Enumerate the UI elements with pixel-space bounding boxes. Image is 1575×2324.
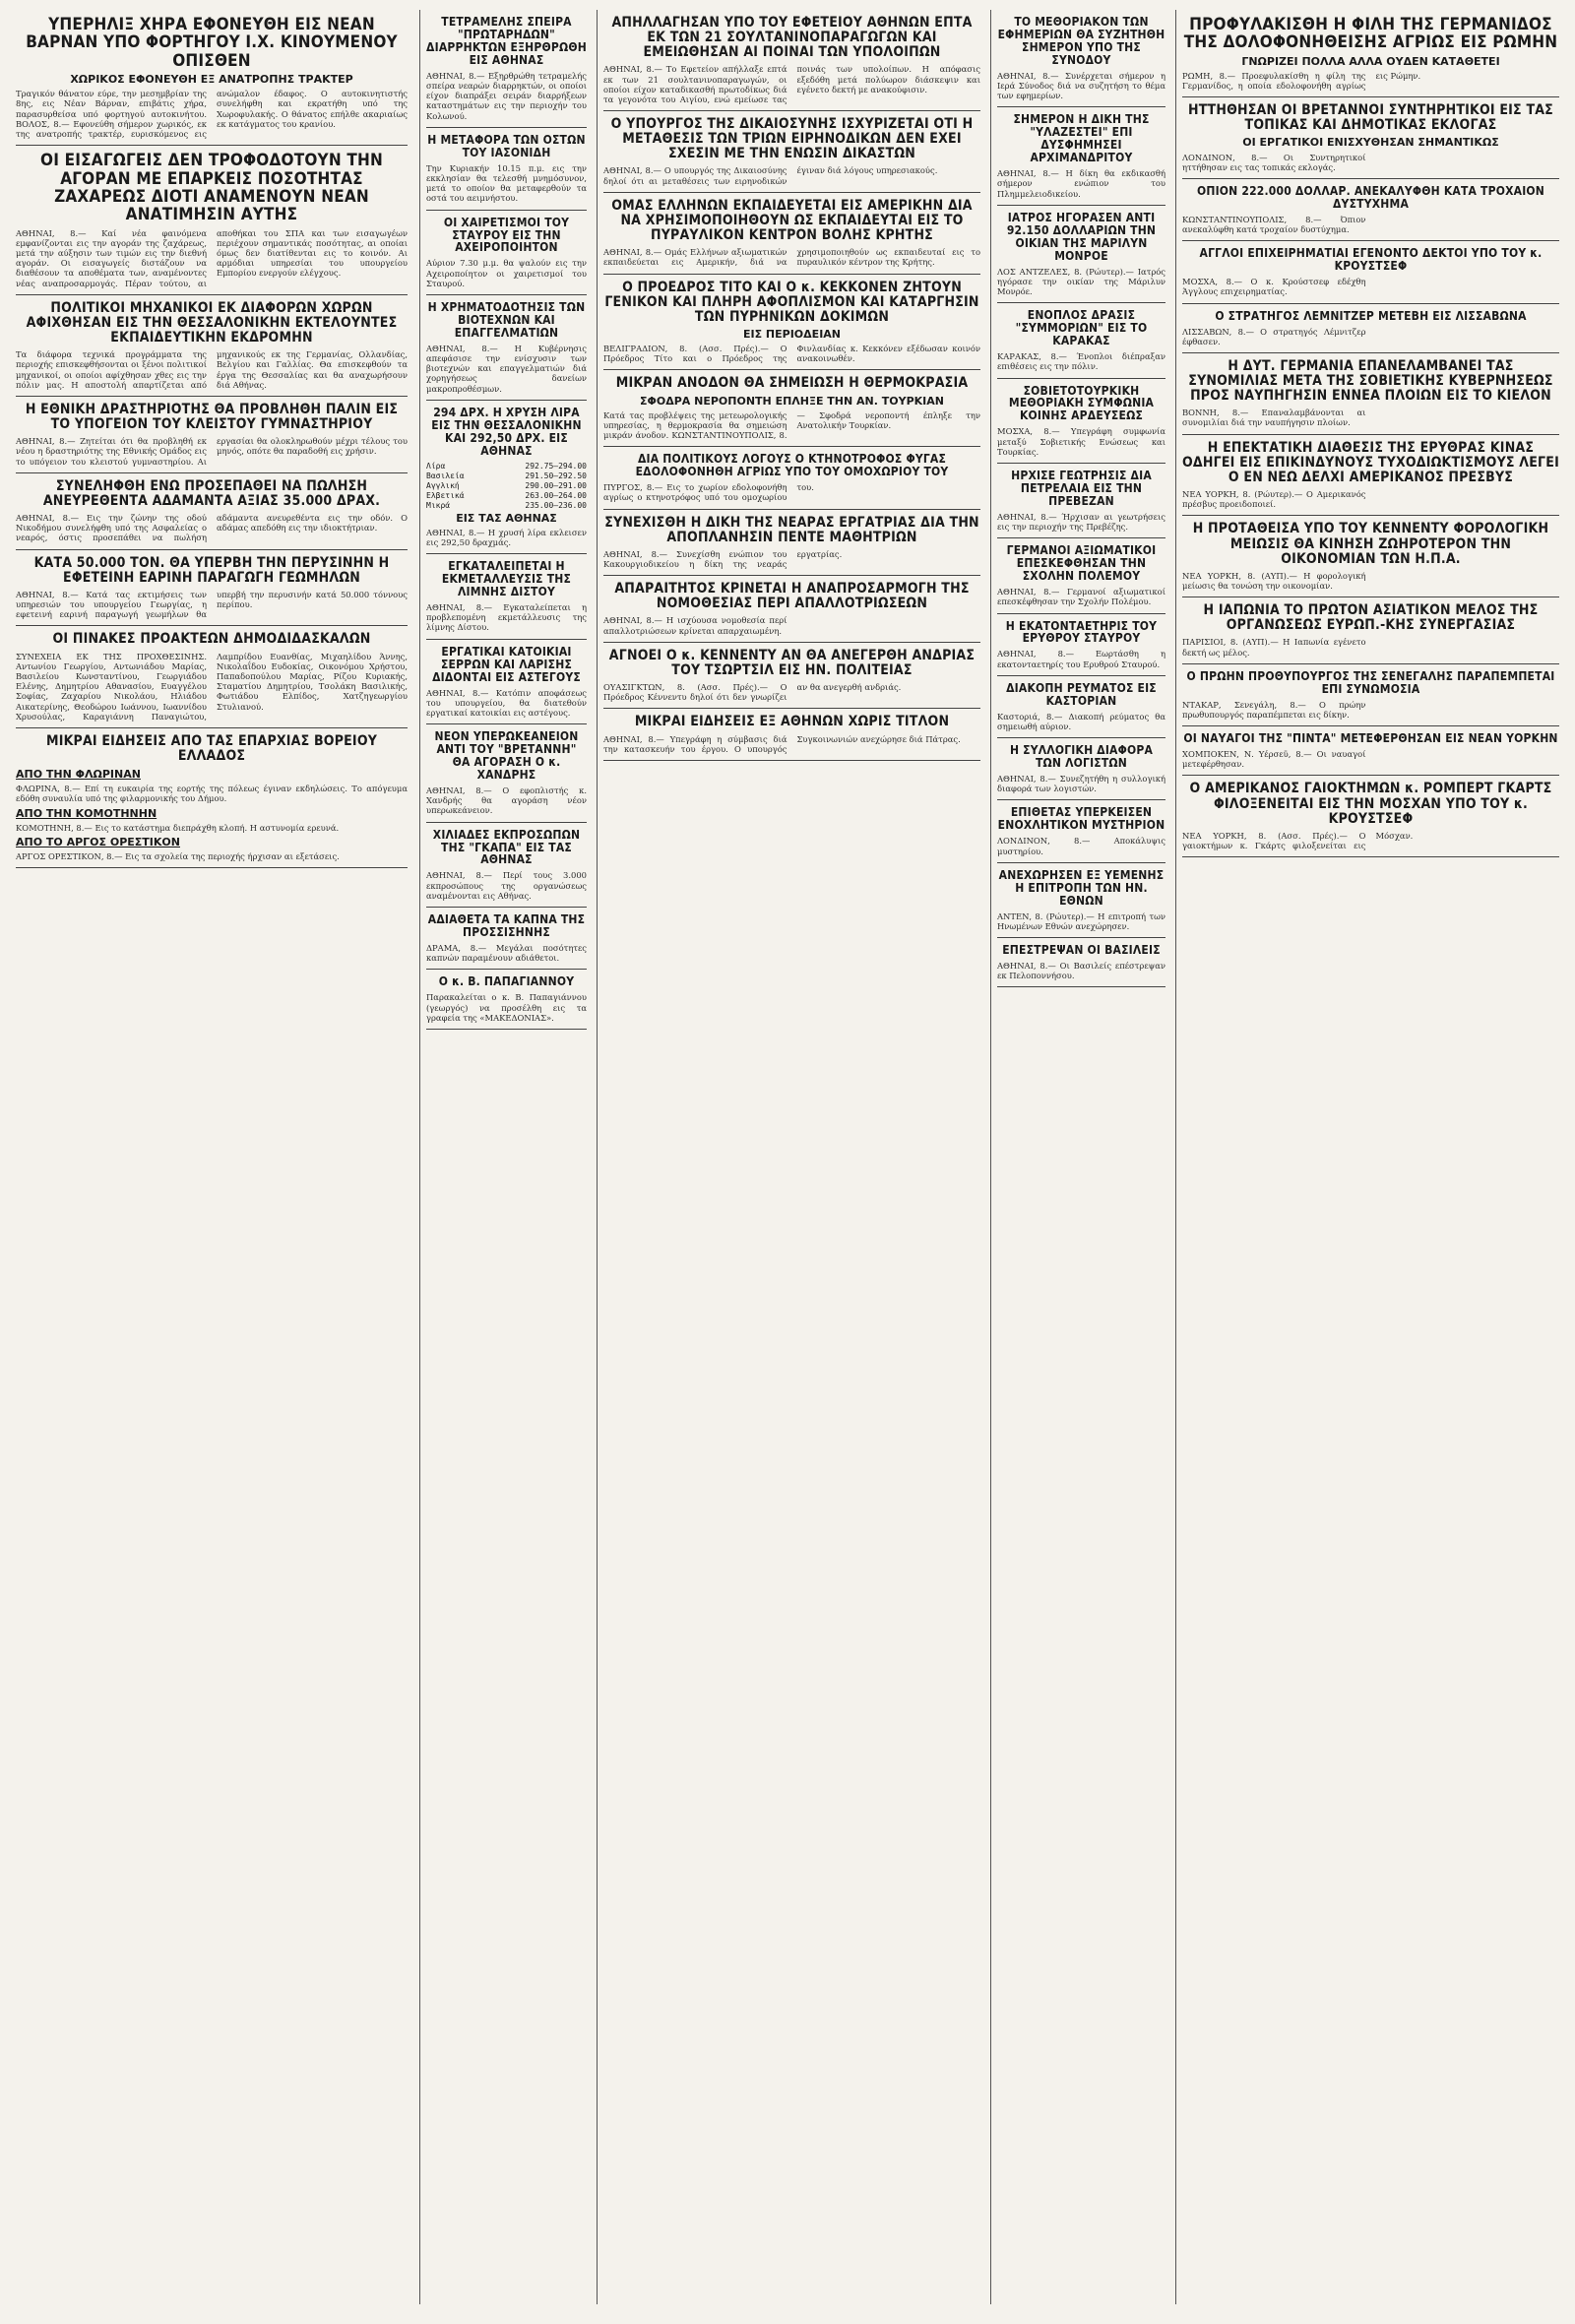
article-kennedy: [603, 643, 980, 710]
headline: ΣΗΜΕΡΟΝ Η ΔΙΚΗ ΤΗΣ "ΥΛΑΖΕΣΤΕΙ" ΕΠΙ ΔΥΣΦΗΜΗΣΕΙ ΑΡΧΙΜΑΝΔΡΙΤΟΥ: [1013, 112, 1150, 165]
headline: ΕΓΚΑΤΑΛΕΙΠΕΤΑΙ Η ΕΚΜΕΤΑΛΛΕΥΣΙΣ ΤΗΣ ΛΙΜΝΗΣ ΔΙΣΤΟΥ: [441, 559, 572, 599]
article-body: ΠΑΡΙΣΙΟΙ, 8. (ΑΥΠ).— Η Ιαπωνία εγένετο δεκτή ως μέλος.: [1182, 637, 1366, 658]
article-soviet-turkey: [997, 379, 1166, 464]
rate-row: Λίρα 292.75—294.00: [426, 461, 587, 471]
article-body: ΑΘΗΝΑΙ, 8.— Η ισχύουσα νομοθεσία περί απαλλοτριώσεων κρίνεται απαρχαιωμένη.: [603, 615, 788, 636]
article-body: ΑΘΗΝΑΙ, 8.— Γερμανοί αξιωματικοί επεσκέφθησαν την Σχολήν Πολέμου.: [997, 587, 1166, 607]
headline: ΑΓΓΛΟΙ ΕΠΙΧΕΙΡΗΜΑΤΙΑΙ ΕΓΕΝΟΝΤΟ ΔΕΚΤΟΙ ΥΠΟ ΤΟΥ κ. ΚΡΟΥΣΤΣΕΦ: [1199, 246, 1543, 274]
article-body: ΑΘΗΝΑΙ, 8.— Ο υπουργός της Δικαιοσύνης δηλοί ότι αι μεταθέσεις των ειρηνοδικών έγιναν διά λόγους υπηρεσιακούς.: [603, 165, 938, 186]
rates-table: [426, 462, 587, 511]
article-garst: [1182, 776, 1559, 857]
article-oil: [997, 464, 1166, 538]
headline: Ο κ. Β. ΠΑΠΑΓΙΑΝΝΟΥ: [438, 974, 575, 989]
article-german-officers: [997, 538, 1166, 613]
headline: Ο ΑΜΕΡΙΚΑΝΟΣ ΓΑΙΟΚΤΗΜΩΝ κ. ΡΟΜΠΕΡΤ ΓΚΑΡΤΣ ΦΙΛΟΞΕΝΕΙΤΑΙ ΕΙΣ ΤΗΝ ΜΟΣΧΑΝ ΥΠΟ ΤΟΥ κ. ΚΡΟΥΣΤΣΕΦ: [1189, 781, 1552, 827]
article-liner: [426, 724, 587, 822]
article-body: Τραγικόν θάνατον εύρε, την μεσημβρίαν της 8ης, εις Νέαν Βάρναν, επιβάτις χήρα, παρασυρθείσα υπό φορτηγού αυτοκινήτου. ΒΟΛΟΣ, 8.— Εφονεύθη σήμερον χωρικός, εκ της ανατροπής τρακτέρ, ευρισκόμενος εις ανώμαλον έδαφος. Ο αυτοκινητιστής συνελήφθη και εκρατήθη υπό της Χωροφυλακής. Ο θάνατος επήλθε ακαριαίως εκ κατάγματος του κρανίου.: [16, 89, 408, 139]
headline: ΤΕΤΡΑΜΕΛΗΣ ΣΠΕΙΡΑ "ΠΡΩΤΑΡΗΔΩΝ" ΔΙΑΡΡΗΚΤΩΝ ΕΞΗΡΘΡΩΘΗ ΕΙΣ ΑΘΗΝΑΣ: [426, 15, 587, 67]
article-body: ΝΤΑΚΑΡ, Σενεγάλη, 8.— Ο πρώην πρωθυπουργός παραπέμπεται εις δίκην.: [1182, 699, 1366, 720]
headline: ΣΥΝΕΧΙΣΘΗ Η ΔΙΚΗ ΤΗΣ ΝΕΑΡΑΣ ΕΡΓΑΤΡΙΑΣ ΔΙΑ ΤΗΝ ΑΠΟΠΛΑΝΗΣΙΝ ΠΕΝΤΕ ΜΑΘΗΤΡΙΩΝ: [604, 514, 979, 545]
headline: ΑΠΗΛΛΑΓΗΣΑΝ ΥΠΟ ΤΟΥ ΕΦΕΤΕΙΟΥ ΑΘΗΝΩΝ ΕΠΤΑ ΕΚ ΤΩΝ 21 ΣΟΥΛΤΑΝΙΝΟΠΑΡΑΓΩΓΩΝ ΚΑΙ ΕΜΕΙΩΘΗΣΑΝ ΑΙ ΠΟΙΝΑΙ ΤΩΝ ΥΠΟΛΟΙΠΩΝ: [611, 15, 973, 61]
article-body: ΑΘΗΝΑΙ, 8.— Καί νέα φαινόμενα εμφανίζονται εις την αγοράν της ζαχάρεως, μετά την αύξησιν των τιμών εις την διεθνή αγοράν. Οι εισαγωγείς διστάζουν να διαθέσουν τα αποθέματα των, αναμένοντες νέας αναπροσαρμογάς. Πέραν τούτου, αι αποθήκαι του ΣΠΑ και των εισαγωγέων περιέχουν σημαντικάς ποσότητας, αι οποίαι όμως δεν διατίθενται εις το κοινόν. Αι αρμόδιαι υπηρεσίαι του υπουργείου Εμπορίου ενεργούν ελέγχους.: [16, 227, 408, 288]
headline: ΗΡΧΙΣΕ ΓΕΩΤΡΗΣΙΣ ΔΙΑ ΠΕΤΡΕΛΑΙΑ ΕΙΣ ΤΗΝ ΠΡΕΒΕΖΑΝ: [1011, 469, 1152, 508]
headline: ΟΠΙΟΝ 222.000 ΔΟΛΛΑΡ. ΑΝΕΚΑΛΥΦΘΗ ΚΑΤΑ ΤΡΟΧΑΙΟΝ ΔΥΣΤΥΧΗΜΑ: [1196, 183, 1545, 211]
headline: ΠΟΛΙΤΙΚΟΙ ΜΗΧΑΝΙΚΟΙ ΕΚ ΔΙΑΦΟΡΩΝ ΧΩΡΩΝ ΑΦΙΧΘΗΣΑΝ ΕΙΣ ΤΗΝ ΘΕΣΣΑΛΟΝΙΚΗΝ ΕΚΤΕΛΟΥΝΤΕΣ ΕΚΠΑΙΔΕΥΤΙΚΗΝ ΕΚΔΡΟΜΗΝ: [26, 299, 398, 346]
headline: ΜΙΚΡΑΝ ΑΝΟΔΟΝ ΘΑ ΣΗΜΕΙΩΣΗ Η ΘΕΡΜΟΚΡΑΣΙΑ: [615, 375, 969, 392]
article-body: ΦΛΩΡΙΝΑ, 8.— Επί τη ευκαιρία της εορτής της πόλεως έγιναν εκδηλώσεις. Το απόγευμα εδόθη συναυλία υπό της φιλαρμονικής του Δήμου.: [16, 784, 408, 804]
article-body: ΑΘΗΝΑΙ, 8.— Ομάς Ελλήνων αξιωματικών εκπαιδεύεται εις Αμερικήν, διά να χρησιμοποιηθούν ως εκπαιδευταί εις το πυραυλικόν κέντρον της Κρήτης.: [603, 247, 980, 268]
section-heading: ΑΠΟ ΤΗΝ ΚΟΜΟΤΗΝΗΝ: [16, 806, 158, 820]
article-diamond: [16, 473, 408, 550]
article-tobacco: [426, 908, 587, 970]
headline: ΧΙΛΙΑΔΕΣ ΕΚΠΡΟΣΩΠΩΝ ΤΗΣ "ΓΚΑΠΑ" ΕΙΣ ΤΑΣ ΑΘΗΝΑΣ: [432, 827, 581, 867]
article-monroe: [997, 206, 1166, 303]
article-body: ΑΘΗΝΑΙ, 8.— Εωρτάσθη η εκατονταετηρίς του Ερυθρού Σταυρού.: [997, 649, 1166, 669]
article-body: ΑΘΗΝΑΙ, 8.— Υπεγράφη η σύμβασις διά την κατασκευήν του έργου. Ο υπουργός Συγκοινωνιών ανεχώρησε διά Πάτρας.: [603, 733, 961, 754]
article-lemnitzer: [1182, 304, 1559, 353]
article-body: ΑΘΗΝΑΙ, 8.— Ο εφοπλιστής κ. Χανδρής θα αγοράση νέον υπερωκεάνειον.: [426, 785, 587, 816]
headline: Η ΕΠΕΚΤΑΤΙΚΗ ΔΙΑΘΕΣΙΣ ΤΗΣ ΕΡΥΘΡΑΣ ΚΙΝΑΣ ΟΔΗΓΕΙ ΕΙΣ ΕΠΙΚΙΝΔΥΝΟΥΣ ΤΥΧΟΔΙΩΚΤΙΣΜΟΥΣ ΛΕΓΕΙ Ο ΕΝ ΝΕΩ ΔΕΛΧΙ ΑΜΕΡΙΚΑΝΟΣ ΠΡΕΣΒΥΣ: [1182, 439, 1559, 485]
article-body: ΑΘΗΝΑΙ, 8.— Συνεζητήθη η συλλογική διαφορά των λογιστών.: [997, 774, 1166, 794]
article-body: ΑΘΗΝΑΙ, 8.— Συνεχίσθη ενώπιον του Κακουργιοδικείου η δίκη της νεαράς εργατρίας.: [603, 548, 843, 569]
headline: ΕΠΕΣΤΡΕΨΑΝ ΟΙ ΒΑΣΙΛΕΙΣ: [1002, 943, 1161, 958]
article-body: ΑΘΗΝΑΙ, 8.— Κατά τας εκτιμήσεις των υπηρεσιών του υπουργείου Γεωργίας, η εφετεινή εαρινή παραγωγή γεωμήλων θα υπερβή την περυσινήν κατά 50.000 τόννους περίπου.: [16, 589, 408, 620]
article-rome: [1182, 10, 1559, 97]
headline: ΟΙ ΕΙΣΑΓΩΓΕΙΣ ΔΕΝ ΤΡΟΦΟΔΟΤΟΥΝ ΤΗΝ ΑΓΟΡΑΝ ΜΕ ΕΠΑΡΚΕΙΣ ΠΟΣΟΤΗΤΑΣ ΖΑΧΑΡΕΩΣ ΔΙΟΤΙ ΑΝΑΜΕΝΟΥΝ ΝΕΑΝ ΑΝΑΤΙΜΗΣΙΝ ΑΥΤΗΣ: [40, 151, 383, 225]
article-tax-cut: [1182, 516, 1559, 597]
article-body: ΛΟΝΔΙΝΟΝ, 8.— Οι Συντηρητικοί ηττήθησαν εις τας τοπικάς εκλογάς.: [1182, 152, 1366, 172]
article-mystery: [997, 800, 1166, 862]
headline: ΟΙ ΧΑΙΡΕΤΙΣΜΟΙ ΤΟΥ ΣΤΑΥΡΟΥ ΕΙΣ ΤΗΝ ΑΧΕΙΡΟΠΟΙΗΤΟΝ: [443, 215, 570, 255]
article-pinta: [1182, 726, 1559, 776]
article-yemen: [997, 863, 1166, 938]
article-body: ΒΟΝΝΗ, 8.— Επαναλαμβάνονται αι συνομιλίαι διά την ναυπήγησιν πλοίων.: [1182, 408, 1366, 428]
article-gkapa: [426, 823, 587, 908]
article-body: Καστοριά, 8.— Διακοπή ρεύματος θα σημειωθή αύριον.: [997, 711, 1166, 731]
headline: ΕΠΙΘΕΤΑΣ ΥΠΕΡΚΕΙΣΕΝ ΕΝΟΧΛΗΤΙΚΟΝ ΜΥΣΤΗΡΙΟΝ: [997, 805, 1166, 833]
headline: ΑΠΑΡΑΙΤΗΤΟΣ ΚΡΙΝΕΤΑΙ Η ΑΝΑΠΡΟΣΑΡΜΟΓΗ ΤΗΣ ΝΟΜΟΘΕΣΙΑΣ ΠΕΡΙ ΑΠΑΛΛΟΤΡΙΩΣΕΩΝ: [614, 581, 970, 612]
article-body: ΠΥΡΓΟΣ, 8.— Εις το χωρίον εδολοφονήθη αγρίως ο κτηνοτρόφος υπό του ομοχωρίου του.: [603, 482, 814, 503]
headline: ΟΙ ΠΙΝΑΚΕΣ ΠΡΟΑΚΤΕΩΝ ΔΗΜΟΔΙΔΑΣΚΑΛΩΝ: [52, 631, 371, 648]
article-body: Την Κυριακήν 10.15 π.μ. εις την εκκλησίαν θα τελεσθή μνημόσυνον, μετά το οποίον θα μεταφερθούν τα οστά του αειμνήστου.: [426, 162, 587, 204]
article-body: ΚΟΜΟΤΗΝΗ, 8.— Εις το κατάστημα διεπράχθη κλοπή. Η αστυνομία ερευνά.: [16, 822, 340, 833]
article-body: ΑΘΗΝΑΙ, 8.— Η χρυσή λίρα εκλεισεν εις 292,50 δραχμάς.: [426, 527, 587, 547]
subheadline: ΣΦΟΔΡΑ ΝΕΡΟΠΟΝΤΗ ΕΠΛΗΞΕ ΤΗΝ ΑΝ. ΤΟΥΡΚΙΑΝ: [640, 394, 944, 408]
headline: ΣΟΒΙΕΤΟΤΟΥΡΚΙΚΗ ΜΕΘΟΡΙΑΚΗ ΣΥΜΦΩΝΙΑ ΚΟΙΝΗΣ ΑΡΔΕΥΣΕΩΣ: [1008, 383, 1155, 423]
article-body: ΣΥΝΕΧΕΙΑ ΕΚ ΤΗΣ ΠΡΟΧΘΕΣΙΝΗΣ. Αντωνίου Γεωργίου, Αντωνιάδου Μαρίας, Βασιλείου Κωνσταντίνου, Γεωργιάδου Ελένης, Δημητρίου Αθανασίου, Ευαγγέλου Σοφίας, Ζαχαρίου Νικολάου, Ηλιάδου Αικατερίνης, Θεοδώρου Ιωάννου, Ιωαννίδου Χρυσούλας, Καραγιάννη Παναγιώτου, Λαμπρίδου Ευανθίας, Μιχαηλίδου Άννης, Νικολαΐδου Ευδοκίας, Οικονόμου Χρήστου, Παπαδοπούλου Μαρίας, Ρίζου Κυριακής, Σταματίου Δημητρίου, Τσολάκη Βασιλικής, Φωτιάδου Ελπίδος, Χατζηγεωργίου Στυλιανού.: [16, 651, 408, 722]
column-2: [419, 10, 593, 2304]
article-sugar: [16, 146, 408, 295]
column-5: [1175, 10, 1565, 2304]
column-4: [990, 10, 1171, 2304]
article-body: ΑΘΗΝΑΙ, 8.— Ζητείται ότι θα προβληθή εκ νέου η δραστηριότης της Εθνικής Ομάδος εις το υπόγειον του κλειστού γυμναστηρίου. Αι εργασίαι θα ολοκληρωθούν μέχρι τέλους του μηνός, οπότε θα παραδοθή εις χρήσιν.: [16, 436, 408, 467]
section-heading: ΑΠΟ ΤΗΝ ΦΛΩΡΙΝΑΝ: [16, 768, 141, 782]
headline: ΕΝΟΠΛΟΣ ΔΡΑΣΙΣ "ΣΥΜΜΟΡΙΩΝ" ΕΙΣ ΤΟ ΚΑΡΑΚΑΣ: [1015, 308, 1148, 348]
article-body: ΑΘΗΝΑΙ, 8.— Συνέρχεται σήμερον η Ιερά Σύνοδος διά να συζητήση το θέμα των εφημερίων.: [997, 70, 1166, 101]
article-british-elections: [1182, 97, 1559, 179]
article-lake: [426, 554, 587, 639]
headline: ΜΙΚΡΑΙ ΕΙΔΗΣΕΙΣ ΕΞ ΑΘΗΝΩΝ ΧΩΡΙΣ ΤΙΤΛΟΝ: [634, 714, 950, 730]
section-heading: ΕΙΣ ΠΕΡΙΟΔΕΙΑΝ: [742, 327, 842, 341]
headline: Η ΠΡΟΤΑΘΕΙΣΑ ΥΠΟ ΤΟΥ ΚΕΝΝΕΝΤΥ ΦΟΡΟΛΟΓΙΚΗ ΜΕΙΩΣΙΣ ΘΑ ΚΙΝΗΣΗ ΖΩΗΡΟΤΕΡΟΝ ΤΗΝ ΟΙΚΟΝΟΜΙΑΝ ΤΩΝ Η.Π.Α.: [1192, 521, 1549, 567]
article-japan: [1182, 597, 1559, 664]
article-caracas: [997, 303, 1166, 378]
article-body: ΑΝΤΕΝ, 8. (Ρώυτερ).— Η επιτροπή των Ηνωμένων Εθνών ανεχώρησεν.: [997, 911, 1166, 931]
article-body: ΑΘΗΝΑΙ, 8.— Η Κυβέρνησις απεφάσισε την ενίσχυσιν των βιοτεχνών και επαγγελματιών διά χορηγήσεως δανείων μακροπροθέσμων.: [426, 343, 587, 394]
headline: Η ΙΑΠΩΝΙΑ ΤΟ ΠΡΩΤΟΝ ΑΣΙΑΤΙΚΟΝ ΜΕΛΟΣ ΤΗΣ ΟΡΓΑΝΩΣΕΩΣ ΕΥΡΩΠ.-ΚΗΣ ΣΥΝΕΡΓΑΣΙΑΣ: [1203, 602, 1539, 634]
article-body: ΧΟΜΠΟΚΕΝ, Ν. Υέρσεϋ, 8.— Οι ναυαγοί μετεφέρθησαν.: [1182, 749, 1366, 770]
article-body: ΒΕΛΙΓΡΑΔΙΟΝ, 8. (Ασσ. Πρές).— Ο Πρόεδρος Τίτο και ο Πρόεδρος της Φινλανδίας κ. Κεκκόνεν εξέδωσαν κοινόν ανακοινωθέν.: [603, 344, 980, 364]
headline: ΟΙ ΝΑΥΑΓΟΙ ΤΗΣ "ΠΙΝΤΑ" ΜΕΤΕΦΕΡΘΗΣΑΝ ΕΙΣ ΝΕΑΝ ΥΟΡΚΗΝ: [1183, 731, 1558, 746]
headline: ΓΕΡΜΑΝΟΙ ΑΞΙΩΜΑΤΙΚΟΙ ΕΠΕΣΚΕΦΘΗΣΑΝ ΤΗΝ ΣΧΟΛΗΝ ΠΟΛΕΜΟΥ: [1006, 543, 1157, 584]
headline: ΔΙΑ ΠΟΛΙΤΙΚΟΥΣ ΛΟΓΟΥΣ Ο ΚΤΗΝΟΤΡΟΦΟΣ ΦΥΓΑΣ ΕΔΟΛΟΦΟΝΗΘΗ ΑΓΡΙΩΣ ΥΠΟ ΤΟΥ ΟΜΟΧΩΡΙΟΥ ΤΟΥ: [635, 452, 949, 479]
headline: ΗΤΤΗΘΗΣΑΝ ΟΙ ΒΡΕΤΑΝΝΟΙ ΣΥΝΤΗΡΗΤΙΚΟΙ ΕΙΣ ΤΑΣ ΤΟΠΙΚΑΣ ΚΑΙ ΔΗΜΟΤΙΚΑΣ ΕΚΛΟΓΑΣ: [1188, 102, 1553, 134]
article-tito: [603, 275, 980, 371]
headline: ΔΙΑΚΟΠΗ ΡΕΥΜΑΤΟΣ ΕΙΣ ΚΑΣΤΟΡΙΑΝ: [1006, 680, 1157, 708]
article-opium: [1182, 179, 1559, 241]
article-body: ΡΩΜΗ, 8.— Προεφυλακίσθη η φίλη της Γερμανίδος, η οποία εδολοφονήθη αγρίως εις Ρώμην.: [1182, 70, 1421, 92]
rate-row: Βασιλεία 291.50—292.50: [426, 471, 587, 480]
article-west-germany: [1182, 353, 1559, 435]
article-missile: [603, 193, 980, 275]
headline: Η ΕΚΑΤΟΝΤΑΕΤΗΡΙΣ ΤΟΥ ΕΡΥΘΡΟΥ ΣΤΑΥΡΟΥ: [1005, 618, 1158, 646]
article-body: Κατά τας προβλέψεις της μετεωρολογικής υπηρεσίας, η θερμοκρασία θα σημειώση μικράν άνοδον. ΚΩΝΣΤΑΝΤΙΝΟΥΠΟΛΙΣ, 8.— Σφοδρά νεροποντή έπληξε την Ανατολικήν Τουρκίαν.: [603, 409, 980, 441]
article-senegal: [1182, 664, 1559, 726]
subheadline: ΧΩΡΙΚΟΣ ΕΦΟΝΕΥΘΗ ΕΞ ΑΝΑΤΡΟΠΗΣ ΤΡΑΚΤΕΡ: [70, 73, 353, 87]
section-heading: ΕΙΣ ΤΑΣ ΑΘΗΝΑΣ: [456, 511, 557, 525]
headline: Ο ΣΤΡΑΤΗΓΟΣ ΛΕΜΝΙΤΖΕΡ ΜΕΤΕΒΗ ΕΙΣ ΛΙΣΣΑΒΩΝΑ: [1215, 308, 1527, 323]
article-gym: [16, 397, 408, 473]
article-synod: [997, 10, 1166, 107]
headline: Η ΕΘΝΙΚΗ ΔΡΑΣΤΗΡΙΟΤΗΣ ΘΑ ΠΡΟΒΛΗΘΗ ΠΑΛΙΝ ΕΙΣ ΤΟ ΥΠΟΓΕΙΟΝ ΤΟΥ ΚΛΕΙΣΤΟΥ ΓΥΜΝΑΣΤΗΡΙΟΥ: [25, 401, 399, 433]
rate-row: Αγγλική 290.00—291.00: [426, 480, 587, 490]
article-murder: [603, 447, 980, 509]
article-brief-news: [603, 709, 980, 761]
headline: ΝΕΟΝ ΥΠΕΡΩΚΕΑΝΕΙΟΝ ΑΝΤΙ ΤΟΥ "ΒΡΕΤΑΝΝΗ" ΘΑ ΑΓΟΡΑΣΗ Ο κ. ΧΑΝΔΡΗΣ: [434, 729, 579, 782]
rate-row: Μικρά 235.00—236.00: [426, 500, 587, 510]
article-body: Τα διάφορα τεχνικά προγράμματα της περιοχής επισκεφθήσονται οι ξένοι πολιτικοί μηχανικοί, οι οποίοι αφίχθησαν χθες εις την πόλιν μας. Η αποστολή απαρτίζεται από μηχανικούς εκ της Γερμανίας, Ολλανδίας, Βελγίου και Γαλλίας. Θα επισκεφθούν τα έργα της Θεσσαλίας και θα αναχωρήσουν διά Αθήνας.: [16, 349, 408, 390]
article-potatoes: [16, 550, 408, 627]
headline: ΕΡΓΑΤΙΚΑΙ ΚΑΤΟΙΚΙΑΙ ΣΕΡΡΩΝ ΚΑΙ ΛΑΡΙΣΗΣ ΔΙΔΟΝΤΑΙ ΕΙΣ ΑΣΤΕΓΟΥΣ: [432, 644, 581, 684]
headline: ΙΑΤΡΟΣ ΗΓΟΡΑΣΕΝ ΑΝΤΙ 92.150 ΔΟΛΛΑΡΙΩΝ ΤΗΝ ΟΙΚΙΑΝ ΤΗΣ ΜΑΡΙΛΥΝ ΜΟΝΡΟΕ: [1006, 210, 1157, 263]
article-body: ΑΘΗΝΑΙ, 8.— Κατόπιν αποφάσεως του υπουργείου, θα διατεθούν εργατικαί κατοικίαι εις αστέγους.: [426, 687, 587, 718]
article-housing: [426, 640, 587, 724]
article-vyrnan: [16, 10, 408, 146]
headline: 294 ΔΡΧ. Η ΧΡΥΣΗ ΛΙΡΑ ΕΙΣ ΤΗΝ ΘΕΣΣΑΛΟΝΙΚΗΝ ΚΑΙ 292,50 ΔΡΧ. ΕΙΣ ΑΘΗΝΑΣ: [431, 405, 582, 458]
article-body: ΛΟΝΔΙΝΟΝ, 8.— Αποκάλυψις μυστηρίου.: [997, 836, 1166, 856]
article-body: ΑΘΗΝΑΙ, 8.— Εγκαταλείπεται η προβλεπομένη εκμετάλλευσις της λίμνης Δίστου.: [426, 602, 587, 633]
article-body: ΛΟΣ ΑΝΤΖΕΛΕΣ, 8. (Ρώυτερ).— Ιατρός ηγόρασε την οικίαν της Μάριλυν Μονρόε.: [997, 266, 1166, 297]
newspaper-page: [10, 10, 1565, 2304]
article-trial: [603, 510, 980, 577]
article-body: ΛΙΣΣΑΒΩΝ, 8.— Ο στρατηγός Λέμνιτζερ έφθασεν.: [1182, 326, 1366, 346]
column-3: [597, 10, 986, 2304]
headline: Η ΔΥΤ. ΓΕΡΜΑΝΙΑ ΕΠΑΝΕΛΑΜΒΑΝΕΙ ΤΑΣ ΣΥΝΟΜΙΛΙΑΣ ΜΕΤΑ ΤΗΣ ΣΟΒΙΕΤΙΚΗΣ ΚΥΒΕΡΝΗΣΕΩΣ ΠΡΟΣ ΝΑΥΠΗΓΗΣΙΝ ΕΝΝΕΑ ΠΛΟΙΩΝ ΕΙΣ ΤΟ ΚΙΕΛΟΝ: [1188, 357, 1553, 405]
headline: Η ΧΡΗΜΑΤΟΔΟΤΗΣΙΣ ΤΩΝ ΒΙΟΤΕΧΝΩΝ ΚΑΙ ΕΠΑΓΓΕΛΜΑΤΙΩΝ: [427, 300, 586, 340]
article-iasonidis: [426, 128, 587, 211]
headline: ΑΝΕΧΩΡΗΣΕΝ ΕΞ ΥΕΜΕΝΗΣ Η ΕΠΙΤΡΟΠΗ ΤΩΝ ΗΝ. ΕΘΝΩΝ: [998, 867, 1165, 908]
headline: ΟΜΑΣ ΕΛΛΗΝΩΝ ΕΚΠΑΙΔΕΥΕΤΑΙ ΕΙΣ ΑΜΕΡΙΚΗΝ ΔΙΑ ΝΑ ΧΡΗΣΙΜΟΠΟΙΗΘΟΥΝ ΩΣ ΕΚΠΑΙΔΕΥΤΑΙ ΕΙΣ ΤΟ ΠΥΡΑΥΛΙΚΟΝ ΚΕΝΤΡΟΝ ΒΟΛΗΣ ΚΡΗΤΗΣ: [611, 197, 973, 244]
subheadline: ΓΝΩΡΙΖΕΙ ΠΟΛΛΑ ΑΛΛΑ ΟΥΔΕΝ ΚΑΤΑΘΕΤΕΙ: [1241, 54, 1500, 68]
article-body: ΑΘΗΝΑΙ, 8.— Ήρχισαν αι γεωτρήσεις εις την περιοχήν της Πρεβέζης.: [997, 511, 1166, 533]
article-body: ΟΥΑΣΙΓΚΤΩΝ, 8. (Ασσ. Πρές).— Ο Πρόεδρος Κέννεντυ δηλοί ότι δεν γνωρίζει αν θα ανεγερθή ανδριάς.: [603, 682, 902, 703]
article-body: ΝΕΑ ΥΟΡΚΗ, 8. (ΑΥΠ).— Η φορολογική μείωσις θα τονώση την οικονομίαν.: [1182, 570, 1366, 591]
article-sultanina: [603, 10, 980, 111]
headline: Ο ΠΡΟΕΔΡΟΣ ΤΙΤΟ ΚΑΙ Ο κ. ΚΕΚΚΟΝΕΝ ΖΗΤΟΥΝ ΓΕΝΙΚΟΝ ΚΑΙ ΠΛΗΡΗ ΑΦΟΠΛΙΣΜΟΝ ΚΑΙ ΚΑΤΑΡΓΗΣΙΝ ΤΩΝ ΠΥΡΗΝΙΚΩΝ ΔΟΚΙΜΩΝ: [604, 279, 979, 325]
article-body: ΑΘΗΝΑΙ, 8.— Εις την ζώνην της οδού Νικοδήμου συνελήφθη υπό της Ασφαλείας ο νεαρός, όστις προσεπάθει να πωλήση αδάμαντα ανευρεθέντα εις την οδόν. Ο αδάμας απεδόθη εις την ιδιοκτήτριαν.: [16, 513, 408, 543]
article-body: ΑΡΓΟΣ ΟΡΕΣΤΙΚΟΝ, 8.— Εις τα σχολεία της περιοχής ήρχισαν αι εξετάσεις.: [16, 850, 340, 861]
subheadline: ΟΙ ΕΡΓΑΤΙΚΟΙ ΕΝΙΣΧΥΘΗΣΑΝ ΣΗΜΑΝΤΙΚΩΣ: [1242, 136, 1499, 150]
article-weather: [603, 370, 980, 447]
article-body: ΝΕΑ ΥΟΡΚΗ, 8. (Ασσ. Πρές).— Ο γαιοκτήμων κ. Γκάρτς φιλοξενείται εις Μόσχαν.: [1182, 830, 1414, 850]
article-engineers: [16, 295, 408, 397]
article-body: ΔΡΑΜΑ, 8.— Μεγάλαι ποσότητες καπνών παραμένουν αδιάθετοι.: [426, 942, 587, 964]
article-body: ΜΟΣΧΑ, 8.— Ο κ. Κρούστσεφ εδέχθη Άγγλους επιχειρηματίας.: [1182, 277, 1366, 297]
headline: ΑΓΝΟΕΙ Ο κ. ΚΕΝΝΕΝΤΥ ΑΝ ΘΑ ΑΝΕΓΕΡΘΗ ΑΝΔΡΙΑΣ ΤΟΥ ΤΣΩΡΤΣΙΛ ΕΙΣ ΗΝ. ΠΟΛΙΤΕΙΑΣ: [608, 647, 976, 678]
article-royals: [997, 938, 1166, 987]
article-teachers: [16, 626, 408, 728]
article-body: ΑΘΗΝΑΙ, 8.— Το Εφετείον απήλλαξε επτά εκ των 21 σουλτανινοπαραγωγών, οι οποίοι είχον καταδικασθή πρωτοδίκως διά τα γεγονότα του Αιγίου, ενώ εμείωσε τας ποινάς των υπολοίπων. Η απόφασις εξεδόθη μετά πολύωρον διάσκεψιν και εγένετο δεκτή με ανακούφισιν.: [603, 64, 980, 104]
article-archimandrite: [997, 107, 1166, 205]
article-notice: [426, 970, 587, 1030]
article-body: ΑΘΗΝΑΙ, 8.— Η δίκη θα εκδικασθή σήμερον ενώπιον του Πλημμελειοδικείου.: [997, 168, 1166, 199]
article-body: Παρακαλείται ο κ. Β. Παπαγιάννου (γεωργός) να προσέλθη εις τα γραφεία της «ΜΑΚΕΔΟΝΙΑΣ».: [426, 992, 587, 1023]
headline: ΜΙΚΡΑΙ ΕΙΔΗΣΕΙΣ ΑΠΟ ΤΑΣ ΕΠΑΡΧΙΑΣ ΒΟΡΕΙΟΥ ΕΛΛΑΔΟΣ: [45, 733, 378, 765]
article-red-cross: [997, 614, 1166, 676]
article-body: ΝΕΑ ΥΟΡΚΗ, 8. (Ρώυτερ).— Ο Αμερικανός πρέσβυς προειδοποιεί.: [1182, 488, 1366, 510]
article-power-cut: [997, 676, 1166, 738]
article-red-china: [1182, 435, 1559, 517]
article-khrushchev-british: [1182, 241, 1559, 303]
article-financing: [426, 295, 587, 401]
article-provinces: [16, 728, 408, 868]
headline: ΑΔΙΑΘΕΤΑ ΤΑ ΚΑΠΝΑ ΤΗΣ ΠΡΟΣΣΙΣΗΝΗΣ: [427, 912, 586, 939]
article-burglars: [426, 10, 587, 128]
article-body: ΑΘΗΝΑΙ, 8.— Οι Βασιλείς επέστρεψαν εκ Πελοποννήσου.: [997, 961, 1166, 981]
article-expropriation: [603, 576, 980, 643]
headline: Ο ΥΠΟΥΡΓΟΣ ΤΗΣ ΔΙΚΑΙΟΣΥΝΗΣ ΙΣΧΥΡΙΖΕΤΑΙ ΟΤΙ Η ΜΕΤΑΘΕΣΙΣ ΤΩΝ ΤΡΙΩΝ ΕΙΡΗΝΟΔΙΚΩΝ ΔΕΝ ΕΧΕΙ ΣΧΕΣΙΝ ΜΕ ΤΗΝ ΕΝΩΣΙΝ ΔΙΚΑΣΤΩΝ: [610, 116, 974, 162]
article-body: ΚΩΝΣΤΑΝΤΙΝΟΥΠΟΛΙΣ, 8.— Όπιον ανεκαλύφθη κατά τροχαίον δυστύχημα.: [1182, 214, 1366, 235]
article-accountants: [997, 738, 1166, 800]
article-body: Αύριον 7.30 μ.μ. θα ψαλούν εις την Αχειροποίητον οι χαιρετισμοί του Σταυρού.: [426, 258, 587, 288]
headline: Ο ΠΡΩΗΝ ΠΡΟΘΥΠΟΥΡΓΟΣ ΤΗΣ ΣΕΝΕΓΑΛΗΣ ΠΑΡΑΠΕΜΠΕΤΑΙ ΕΠΙ ΣΥΝΩΜΟΣΙΑ: [1186, 668, 1555, 696]
article-body: ΑΘΗΝΑΙ, 8.— Εξηρθρώθη τετραμελής σπείρα νεαρών διαρρηκτών, οι οποίοι είχον διαπράξει σειράν διαρρήξεων καταστημάτων εις την περιοχήν του Κολωνού.: [426, 70, 587, 121]
column-1: [10, 10, 413, 2304]
headline: ΥΠΕΡΗΛΙΞ ΧΗΡΑ ΕΦΟΝΕΥΘΗ ΕΙΣ ΝΕΑΝ ΒΑΡΝΑΝ ΥΠΟ ΦΟΡΤΗΓΟΥ Ι.Χ. ΚΙΝΟΥΜΕΝΟΥ ΟΠΙΣΘΕΝ: [26, 15, 398, 71]
headline: Η ΣΥΛΛΟΓΙΚΗ ΔΙΑΦΟΡΑ ΤΩΝ ΛΟΓΙΣΤΩΝ: [1009, 743, 1154, 771]
rate-row: Ελβετικά 263.00—264.00: [426, 490, 587, 500]
article-body: ΚΑΡΑΚΑΣ, 8.— Ένοπλοι διέπραξαν επιθέσεις εις την πόλιν.: [997, 351, 1166, 372]
article-gold-sovereign: [426, 401, 587, 554]
headline: ΤΟ ΜΕΘΟΡΙΑΚΟΝ ΤΩΝ ΕΦΗΜΕΡΙΩΝ ΘΑ ΣΥΖΗΤΗΘΗ ΣΗΜΕΡΟΝ ΥΠΟ ΤΗΣ ΣΥΝΟΔΟΥ: [997, 15, 1166, 67]
article-justice: [603, 111, 980, 193]
headline: ΣΥΝΕΛΗΦΘΗ ΕΝΩ ΠΡΟΣΕΠΑΘΕΙ ΝΑ ΠΩΛΗΣΗ ΑΝΕΥΡΕΘΕΝΤΑ ΑΔΑΜΑΝΤΑ ΑΞΙΑΣ 35.000 ΔΡΑΧ.: [42, 477, 381, 509]
headline: ΠΡΟΦΥΛΑΚΙΣΘΗ Η ΦΙΛΗ ΤΗΣ ΓΕΡΜΑΝΙΔΟΣ ΤΗΣ ΔΟΛΟΦΟΝΗΘΕΙΣΗΣ ΑΓΡΙΩΣ ΕΙΣ ΡΩΜΗΝ: [1183, 15, 1558, 53]
headline: ΚΑΤΑ 50.000 ΤΟΝ. ΘΑ ΥΠΕΡΒΗ ΤΗΝ ΠΕΡΥΣΙΝΗΝ Η ΕΦΕΤΕΙΝΗ ΕΑΡΙΝΗ ΠΑΡΑΓΩΓΗ ΓΕΩΜΗΛΩΝ: [33, 554, 390, 586]
article-body: ΑΘΗΝΑΙ, 8.— Περί τους 3.000 εκπροσώπους της οργανώσεως αναμένονται εις Αθήνας.: [426, 870, 587, 901]
article-salutations: [426, 211, 587, 295]
section-heading: ΑΠΟ ΤΟ ΑΡΓΟΣ ΟΡΕΣΤΙΚΟΝ: [16, 835, 180, 848]
article-body: ΜΟΣΧΑ, 8.— Υπεγράφη συμφωνία μεταξύ Σοβιετικής Ενώσεως και Τουρκίας.: [997, 426, 1166, 457]
headline: Η ΜΕΤΑΦΟΡΑ ΤΩΝ ΟΣΤΩΝ ΤΟΥ ΙΑΣΟΝΙΔΗ: [427, 132, 586, 159]
